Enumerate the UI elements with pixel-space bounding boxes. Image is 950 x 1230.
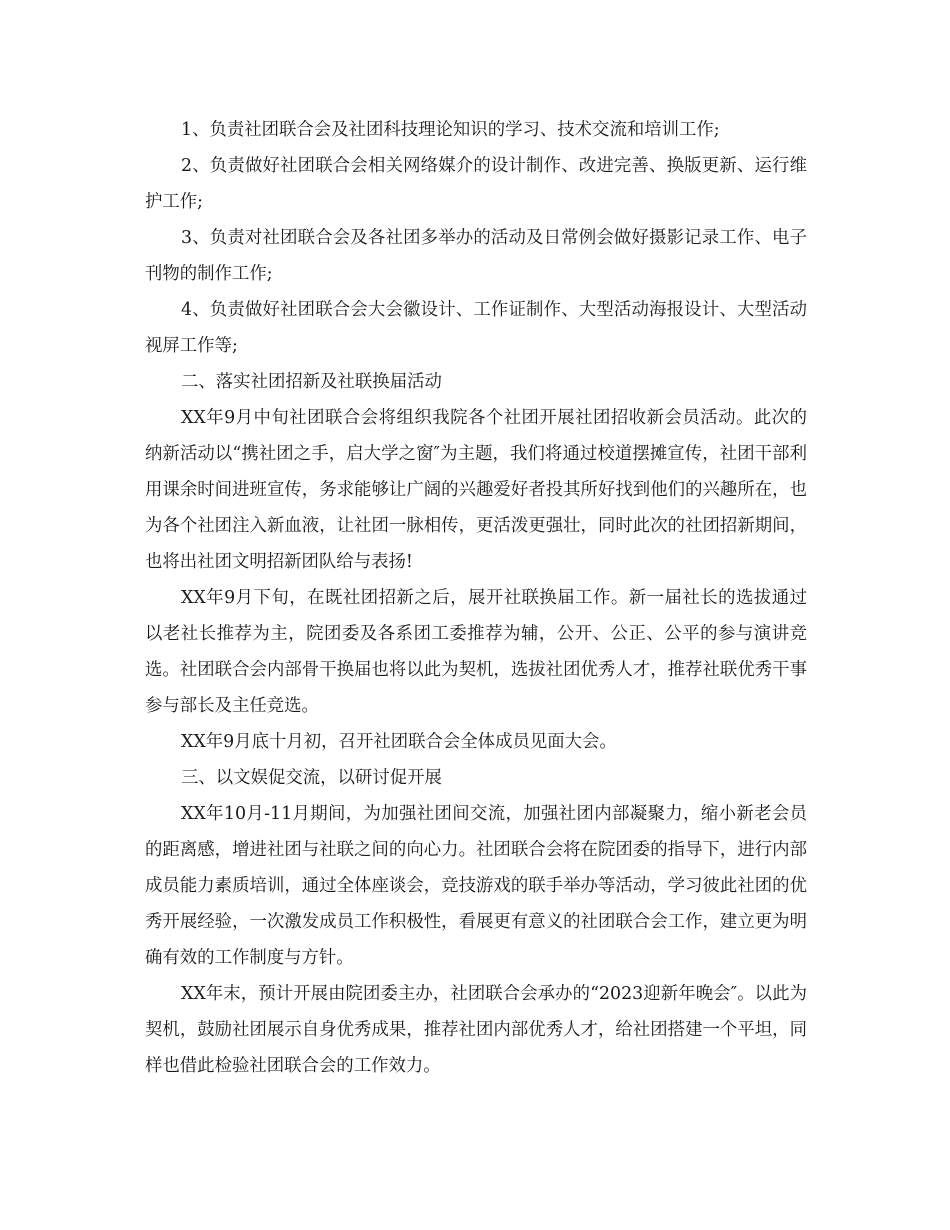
paragraph-recruitment: XX年9月中旬社团联合会将组织我院各个社团开展社团招收新会员活动。此次的纳新活动以“携社团之手，启大学之窗″为主题，我们将通过校道摆摊宣传，社团干部利用课余时间进班宣传，务求能够让广阔的兴趣爱好者投其所好找到他们的兴趣所在，也为各个社团注入新血液，让社团一脉相传，更活泼更强壮，同时此次的社团招新期间，也将出社团文明招新团队给与表扬! xyxy=(145,408,807,572)
document-body xyxy=(145,112,807,1084)
paragraph-duty-2: 2、负责做好社团联合会相关网络媒介的设计制作、改进完善、换版更新、运行维护工作; xyxy=(145,156,807,212)
paragraph-duty-3: 3、负责对社团联合会及各社团多举办的活动及日常例会做好摄影记录工作、电子刊物的制作工作; xyxy=(145,228,807,284)
paragraph-duty-4: 4、负责做好社团联合会大会徽设计、工作证制作、大型活动海报设计、大型活动视屏工作等; xyxy=(145,300,807,356)
paragraph-duty-1: 1、负责社团联合会及社团科技理论知识的学习、技术交流和培训工作; xyxy=(181,120,720,140)
paragraph-election: XX年9月下旬，在既社团招新之后，展开社联换届工作。新一届社长的选拔通过以老社长推荐为主，院团委及各系团工委推荐为辅，公开、公正、公平的参与演讲竞选。社团联合会内部骨干换届也将以此为契机，选拔社团优秀人才，推荐社联优秀干事参与部长及主任竞选。 xyxy=(145,588,807,716)
paragraph-training: XX年10月-11月期间，为加强社团间交流，加强社团内部凝聚力，缩小新老会员的距离感，增进社团与社联之间的向心力。社团联合会将在院团委的指导下，进行内部成员能力素质培训，通过全体座谈会，竞技游戏的联手举办等活动，学习彼此社团的优秀开展经验，一次激发成员工作积极性，看展更有意义的社团联合会工作，建立更为明确有效的工作制度与方针。 xyxy=(145,804,807,968)
paragraph-new-year-gala: XX年末，预计开展由院团委主办，社团联合会承办的“2023迎新年晚会″。以此为契机，鼓励社团展示自身优秀成果，推荐社团内部优秀人才，给社团搭建一个平坦，同样也借此检验社团联合会的工作效力。 xyxy=(145,984,807,1076)
paragraph-meeting: XX年9月底十月初，召开社团联合会全体成员见面大会。 xyxy=(181,732,617,752)
section-heading-2: 二、落实社团招新及社联换届活动 xyxy=(181,372,442,392)
section-heading-3: 三、以文娱促交流，以研讨促开展 xyxy=(181,768,442,788)
